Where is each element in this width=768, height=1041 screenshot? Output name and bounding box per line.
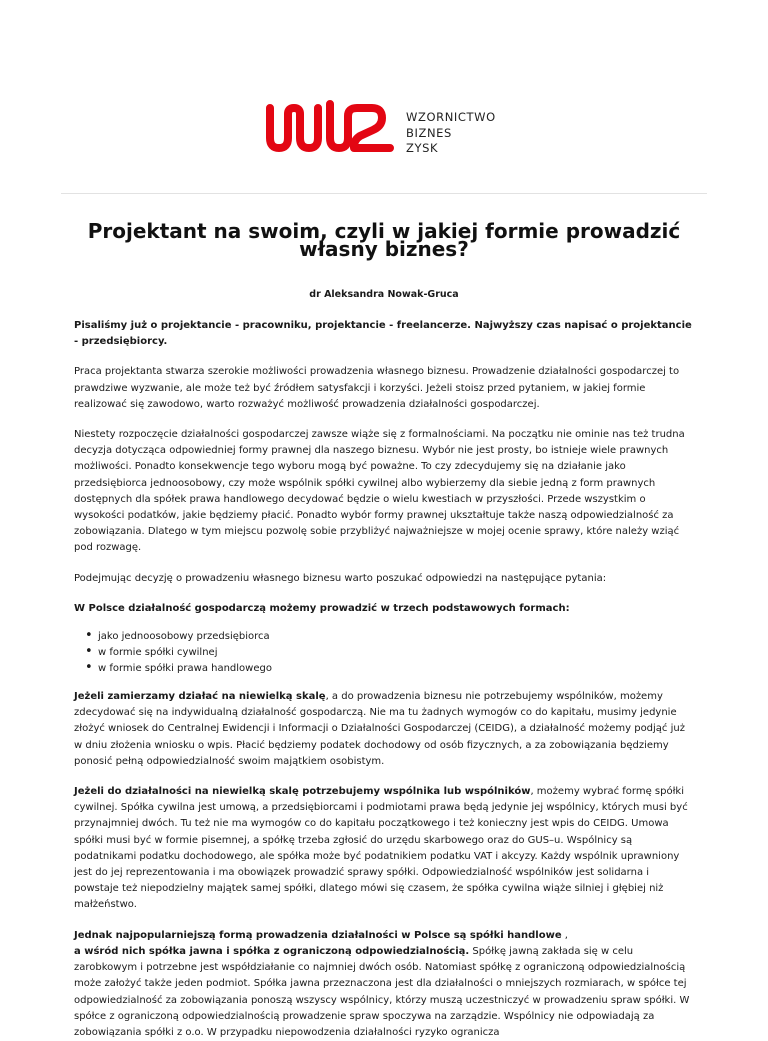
- paragraph-6-bold-2: a wśród nich spółka jawna i spółka z ograniczoną odpowiedzialnością.: [74, 945, 470, 957]
- logo: [262, 96, 512, 158]
- logo-line-1: WZORNICTWO: [406, 110, 496, 124]
- article: [74, 219, 694, 1041]
- paragraph-4: [74, 689, 694, 770]
- logo-line-2: BIZNES: [406, 125, 452, 140]
- paragraph-5: [74, 784, 694, 914]
- paragraph-6-text: Spółkę jawną zakłada się w celu zarobkowym i potrzebne jest współdziałanie co najmniej dwóch osób. Natomiast spółkę z ograniczoną odpowiedzialnością może założyć także jeden podmiot. Spółka jawna przeznaczona jest dla działalności o mniejszych rozmiarach, w spółce tej odpowiedzialność za zobowiązania ponoszą wszyscy wspólnicy, którzy muszą uczestniczyć w prowadzeniu spraw spółki. W spółce z ograniczoną odpowiedzialnością prowadzenie spraw spoczywa na zarządzie. Wspólnicy nie odpowiadają za zobowiązania spółki z o.o. W przypadku niepowodzenia działalności ryzyko ogranicza: [74, 945, 690, 1038]
- article-lead: Pisaliśmy już o projektancie - pracowniku, projektancie - freelancerze. Najwyższy czas napisać o projektancie - przedsiębiorcy.: [74, 320, 692, 348]
- list-item: • jako jednoosobowy przedsiębiorca: [98, 629, 694, 645]
- paragraph-2: Niestety rozpoczęcie działalności gospodarczej zawsze wiąże się z formalnościami. Na początku nie ominie nas też trudna decyzja dotycząca odpowiedniej formy prawnej dla naszego biznesu. Wybór nie jest prosty, bo istnieje wiele prawnych możliwości. Ponadto konsekwencje tego wyboru mogą być poważne. To czy zdecydujemy się na działanie jako przedsiębiorca jednoosobowy, czy może wspólnik spółki cywilnej albo wybierzemy dla siebie jedną z form prawnych dostępnych dla spółek prawa handlowego decydować będzie o wielu kwestiach w przyszłości. Przede wszystkim o wysokości podatków, jakie będziemy płacić. Ponadto wybór formy prawnej ukształtuje także naszą odpowiedzialność za zobowiązania. Dlatego w tym miejscu pozwolę sobie przybliżyć najważniejsze w mojej ocenie sprawy, które należy wziąć pod rozwagę.: [74, 429, 685, 554]
- article-author: dr Aleksandra Nowak-Gruca: [309, 289, 459, 300]
- forms-heading: W Polsce działalność gospodarczą możemy prowadzić w trzech podstawowych formach:: [74, 602, 570, 614]
- header-divider: [61, 193, 707, 194]
- paragraph-6: [74, 928, 694, 1041]
- paragraph-4-bold: Jeżeli zamierzamy działać na niewielką skalę: [74, 691, 326, 703]
- logo-line-3: ZYSK: [406, 141, 439, 155]
- forms-list: [74, 629, 694, 677]
- paragraph-5-text: , możemy wybrać formę spółki cywilnej. Spółka cywilna jest umową, a przedsiębiorcami i podmiotami prawa będą jedynie jej wspólnicy, których musi być przynajmniej dwóch. Tu też nie ma wymogów co do kapitału początkowego i też konieczny jest wpis do CEIDG. Umowa spółki musi być w formie pisemnej, a spółkę trzeba zgłosić do urzędu skarbowego oraz do GUS–u. Wspólnicy są podatnikami podatku dochodowego, ale spółka może być podatnikiem podatku VAT i akcyzy. Każdy wspólnik uprawniony jest do jej reprezentowania i ma obowiązek prowadzić sprawy spółki. Odpowiedzialność wspólników jest solidarna i powstaje też niepodzielny majątek samej spółki, dlatego mówi się czasem, że spółka cywilna wiąże silniej i głębiej niż małżeństwo.: [74, 786, 688, 911]
- paragraph-3: Podejmując decyzję o prowadzeniu własnego biznesu warto poszukać odpowiedzi na następujące pytania:: [74, 572, 607, 584]
- list-item: • w formie spółki prawa handlowego: [98, 661, 694, 677]
- logo-text: [406, 110, 496, 157]
- paragraph-4-text: , a do prowadzenia biznesu nie potrzebujemy wspólników, możemy zdecydować się na indywidualną działalność gospodarczą. Nie ma tu żadnych wymogów co do kapitału, musimy jedynie złożyć wniosek do Centralnej Ewidencji i Informacji o Działalności Gospodarczej (CEIDG), a działalność możemy podjąć już w dniu złożenia wniosku o wpis. Płacić będziemy podatek dochodowy od osób fizycznych, a za zobowiązania będziemy ponosić pełną odpowiedzialność swoim majątkiem osobistym.: [74, 691, 685, 767]
- list-item: • w formie spółki cywilnej: [98, 645, 694, 661]
- paragraph-6-mid: ,: [561, 929, 568, 941]
- article-title: Projektant na swoim, czyli w jakiej formie prowadzić własny biznes?: [87, 219, 681, 261]
- paragraph-5-bold: Jeżeli do działalności na niewielką skalę potrzebujemy wspólnika lub wspólników: [74, 786, 531, 798]
- logo-mark-icon: [262, 96, 402, 158]
- paragraph-1: Praca projektanta stwarza szerokie możliwości prowadzenia własnego biznesu. Prowadzenie działalności gospodarczej to prawdziwe wyzwanie, ale może też być źródłem satysfakcji i korzyści. Jeżeli stoisz przed pytaniem, w jakiej formie realizować się zawodowo, warto rozważyć możliwość prowadzenia działalności gospodarczej.: [74, 366, 680, 410]
- paragraph-6-bold-1: Jednak najpopularniejszą formą prowadzenia działalności w Polsce są spółki handlowe: [74, 929, 562, 941]
